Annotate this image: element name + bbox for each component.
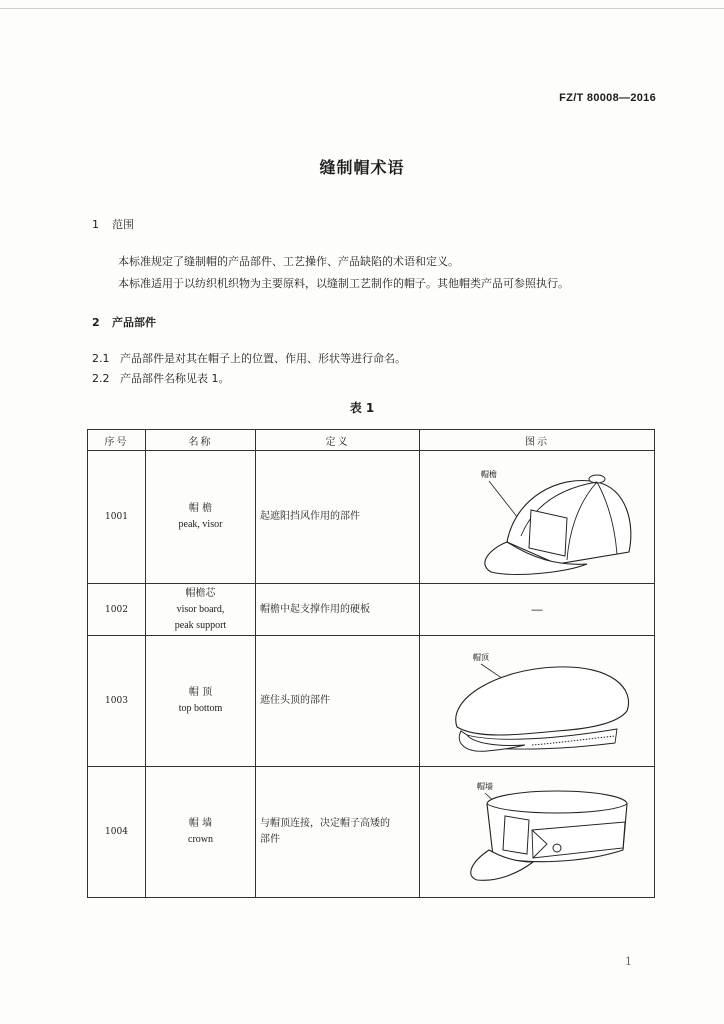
row-name: 帽 檐 peak, visor [146, 451, 256, 584]
parts-table [87, 429, 655, 898]
scope-paragraph-2: 本标准适用于以纺织机织物为主要原料，以缝制工艺制作的帽子。其他帽类产品可参照执行。 [118, 277, 569, 290]
table-row [88, 767, 655, 898]
table-row [88, 636, 655, 767]
row-definition: 帽檐中起支撑作用的硬板 [256, 584, 420, 636]
row-figure-empty: — [420, 584, 655, 636]
military-cap-illustration [437, 770, 637, 892]
clause-2-2: 2.2 产品部件名称见表 1。 [92, 372, 230, 385]
row-name: 帽 墙 crown [146, 767, 256, 898]
row-no: 1004 [88, 767, 146, 898]
row-no: 1003 [88, 636, 146, 767]
page-number: 1 [625, 955, 632, 968]
row-no: 1001 [88, 451, 146, 584]
baseball-cap-illustration [437, 454, 637, 578]
section-2-heading: 2 产品部件 [92, 316, 156, 329]
table-row [88, 451, 655, 584]
figure-label: 帽顶 [473, 652, 489, 662]
row-definition: 与帽顶连接，决定帽子高矮的 部件 [256, 767, 420, 898]
header-figure: 图示 [420, 430, 655, 451]
figure-label: 帽檐 [481, 469, 497, 479]
header-no: 序号 [88, 430, 146, 451]
row-figure [420, 767, 655, 898]
row-definition: 起遮阳挡风作用的部件 [256, 451, 420, 584]
table-header-row [88, 430, 655, 451]
flat-cap-illustration [437, 639, 637, 761]
section-1-heading: 1 范围 [92, 218, 134, 231]
standard-code: FZ/T 80008—2016 [559, 92, 656, 104]
row-figure [420, 451, 655, 584]
row-name: 帽檐芯 visor board, peak support [146, 584, 256, 636]
figure-label: 帽墙 [477, 781, 493, 791]
row-definition: 遮住头顶的部件 [256, 636, 420, 767]
row-figure [420, 636, 655, 767]
row-no: 1002 [88, 584, 146, 636]
scope-paragraph-1: 本标准规定了缝制帽的产品部件、工艺操作、产品缺陷的术语和定义。 [118, 255, 459, 268]
clause-2-1: 2.1 产品部件是对其在帽子上的位置、作用、形状等进行命名。 [92, 352, 406, 365]
row-name: 帽 顶 top bottom [146, 636, 256, 767]
table-caption: 表 1 [349, 401, 375, 415]
header-definition: 定义 [256, 430, 420, 451]
document-title: 缝制帽术语 [319, 158, 405, 177]
table-row [88, 584, 655, 636]
top-rule [0, 8, 724, 9]
header-name: 名称 [146, 430, 256, 451]
